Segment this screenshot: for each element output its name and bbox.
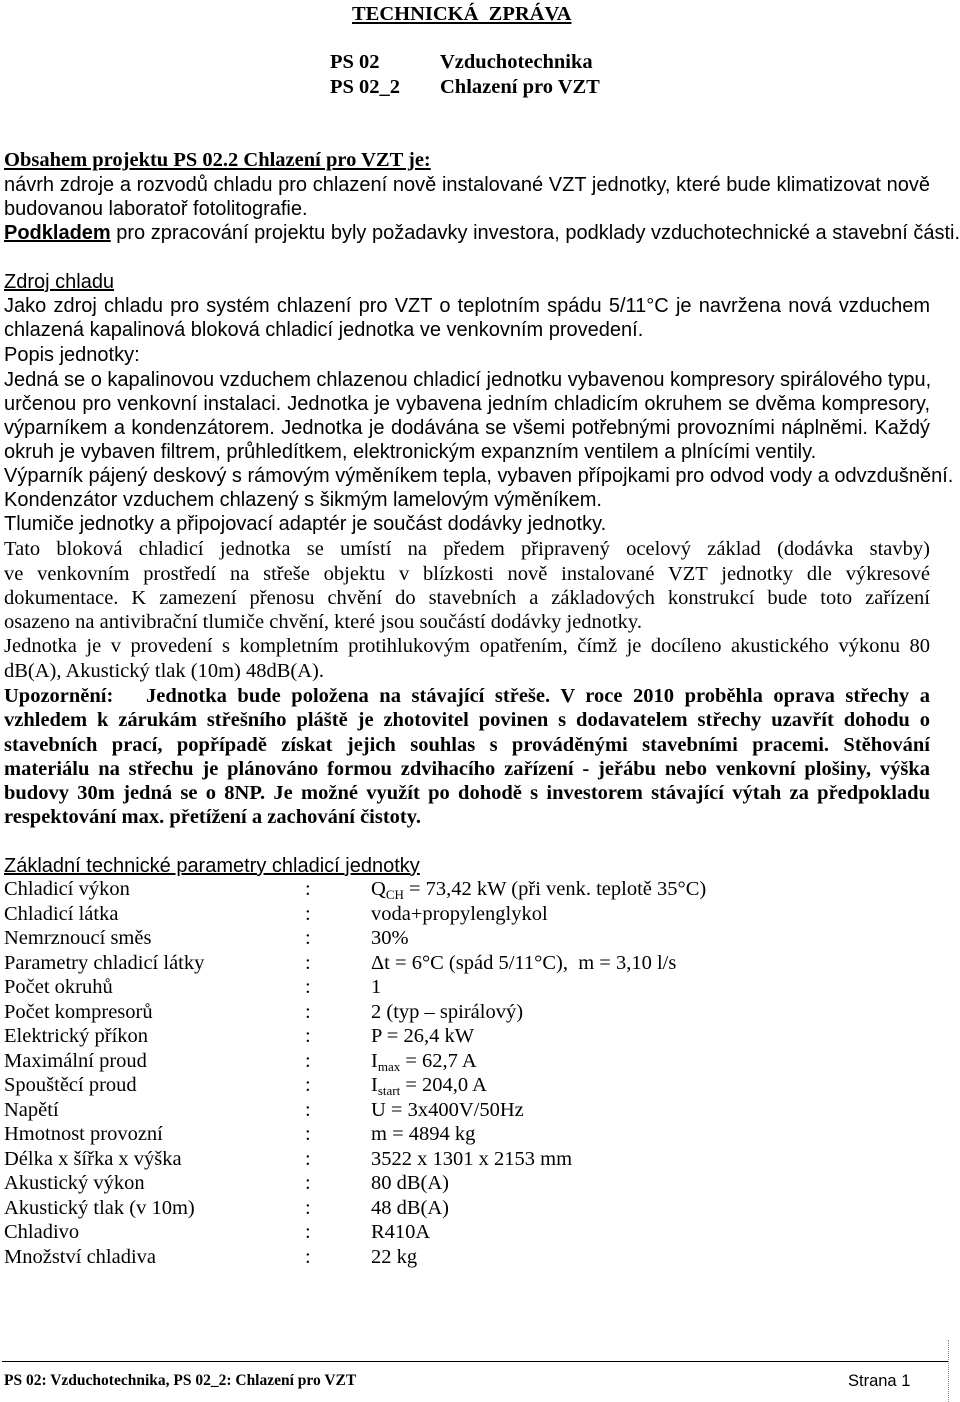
parameter-value: m = 4894 kg [371,1123,476,1145]
placement-line: dokumentace. K zamezení přenosu chvění do stavebních a základových konstrukcí bude toto zařízení [4,587,930,609]
parameter-label: Parametry chladicí látky [4,951,205,974]
parameter-subscript: start [377,1083,401,1098]
placement-line: Tato bloková chladicí jednotka se umístí na předem připravený ocelový základ (dodávka stavby) [4,538,930,560]
parameter-separator: : [305,1049,311,1072]
parameter-symbol: Q [371,878,386,900]
parameter-value: 30% [371,927,409,949]
footer-divider [2,1361,948,1362]
parameter-subscript: CH [385,887,404,902]
parameter-label: Akustický výkon [4,1172,145,1194]
source-line: výparníkem a kondenzátorem. Jednotka je dodávána se všemi potřebnými provozními náplněmi. Každý [4,417,930,439]
header-row [330,50,593,74]
parameter-value: 1 [371,976,382,998]
parameter-row [4,1049,904,1074]
parameters-heading: Základní technické parametry chladicí jednotky [4,855,420,877]
parameter-label: Akustický tlak (v 10m) [4,1196,195,1219]
source-line: určenou pro venkovní instalaci. Jednotka je vybavena jedním chladicím okruhem se dvěma kompresory, [4,393,930,415]
parameter-value: Δt = 6°C (spád 5/11°C), m = 3,10 l/s [371,951,677,974]
document-title: TECHNICKÁ ZPRÁVA [352,3,572,25]
basis-text: pro zpracování projektu byly požadavky investora, podklady vzduchotechnické a stavební části. [110,222,960,244]
parameter-label: Nemrznoucí směs [4,927,152,949]
parameter-subscript: max [377,1058,401,1074]
parameter-separator: : [305,1196,311,1219]
parameter-row [4,975,904,1000]
parameter-value-text: = 204,0 A [400,1074,487,1096]
parameter-label: Elektrický příkon [4,1025,149,1047]
placement-line: ve venkovním prostředí na střeše objektu v blízkosti nově instalované VZT jednotky dle výkresové [4,563,930,585]
header-code: PS 02 [330,51,380,73]
source-line: chlazená kapalinová bloková chladicí jednotka ve venkovním provedení. [4,319,644,341]
parameter-label: Počet okruhů [4,976,113,998]
parameter-row [4,877,904,902]
parameter-row [4,1024,904,1049]
parameter-row [4,1245,904,1270]
parameter-value [371,1050,477,1072]
parameter-label: Spouštěcí proud [4,1074,137,1096]
header-name: Chlazení pro VZT [440,76,600,98]
source-line: Tlumiče jednotky a připojovací adaptér je součást dodávky jednotky. [4,513,607,535]
parameter-separator: : [305,1147,311,1170]
parameter-value: 3522 x 1301 x 2153 mm [371,1147,573,1170]
header-name: Vzduchotechnika [440,51,593,73]
source-line: Kondenzátor vzduchem chlazený s šikmým lamelovým výměníkem. [4,489,602,511]
source-line: Jedná se o kapalinovou vzduchem chlazenou chladicí jednotku vybavenou kompresory spirálového typu, [4,369,932,391]
parameter-value: P = 26,4 kW [371,1025,475,1047]
parameter-value: 48 dB(A) [371,1196,450,1219]
parameter-label: Maximální proud [4,1049,147,1072]
notice-line: stavebních prací, popřípadě získat jejich souhlas s prováděnými stavebními pracemi. Stěhování [4,734,930,756]
parameter-row [4,1220,904,1245]
parameter-separator: : [305,1074,311,1096]
parameter-value: R410A [371,1221,431,1243]
parameter-separator: : [305,1025,311,1047]
parameter-separator: : [305,902,311,925]
parameter-separator: : [305,878,311,900]
source-line: okruh je vybaven filtrem, průhledítkem, elektronickým expanzním ventilem a plnícími ventily. [4,441,817,463]
parameter-row [4,1073,904,1098]
parameter-separator: : [305,976,311,998]
parameter-label: Množství chladiva [4,1245,157,1268]
parameter-row [4,1196,904,1221]
parameter-symbol: I [371,1074,378,1096]
parameter-label: Chladivo [4,1221,80,1243]
parameter-value [371,1074,487,1096]
parameter-row [4,1171,904,1196]
intro-heading: Obsahem projektu PS 02.2 Chlazení pro VZT je: [4,149,431,171]
notice-line: materiálu na střechu je plánováno formou zdvihacího zařízení - jeřábu nebo venkovní plošiny, výška [4,758,930,780]
parameters-table [4,877,904,1269]
header-row [330,75,600,99]
parameter-value-text: = 73,42 kW (při venk. teplotě 35°C) [403,878,707,900]
placement-line: osazeno na antivibrační tlumiče chvění, které jsou součástí dodávky jednotky. [4,611,642,633]
notice-text: Jednotka bude položena na stávající střeše. V roce 2010 proběhla oprava střechy a [146,685,930,707]
parameter-row [4,1122,904,1147]
parameter-row [4,1000,904,1025]
parameter-row [4,1098,904,1123]
parameter-separator: : [305,1123,311,1145]
parameter-symbol: I [371,1049,378,1072]
parameter-value: 2 (typ – spirálový) [371,1000,524,1023]
source-heading: Zdroj chladu [4,271,115,293]
parameter-value: voda+propylenglykol [371,902,548,925]
basis-label: Podkladem [4,222,111,244]
notice-line [4,684,930,708]
parameter-separator: : [305,1098,311,1121]
basis-line [4,221,960,245]
parameter-value-text: = 62,7 A [400,1049,477,1072]
parameter-label: Chladicí látka [4,902,119,925]
parameter-separator: : [305,1000,311,1023]
parameter-separator: : [305,1245,311,1268]
intro-line: budovanou laboratoř fotolitografie. [4,198,308,220]
parameter-row [4,951,904,976]
parameter-row [4,1147,904,1172]
parameter-value [371,878,706,900]
notice-label: Upozornění: [4,685,114,707]
parameter-label: Délka x šířka x výška [4,1147,182,1170]
footer-margin-marker [948,1340,949,1402]
parameter-separator: : [305,1221,311,1243]
source-line: Popis jednotky: [4,344,140,366]
parameter-label: Napětí [4,1098,59,1121]
parameter-separator: : [305,1172,311,1194]
intro-line: návrh zdroje a rozvodů chladu pro chlazení nově instalované VZT jednotky, které bude klimatizovat nově [4,174,930,196]
header-code: PS 02_2 [330,76,401,98]
footer-text: PS 02: Vzduchotechnika, PS 02_2: Chlazení pro VZT [4,1372,357,1389]
notice-line: budovy 30m jedná se o 8NP. Je možné využít po dohodě s investorem stávající výtah za předpokladu [4,782,930,804]
notice-line: respektování max. přetížení a zachování čistoty. [4,806,421,828]
parameter-row [4,926,904,951]
parameter-label: Chladicí výkon [4,878,130,900]
parameter-label: Počet kompresorů [4,1000,153,1023]
placement-line: dB(A), Akustický tlak (10m) 48dB(A). [4,660,324,682]
source-line: Jako zdroj chladu pro systém chlazení pro VZT o teplotním spádu 5/11°C je navržena nová vzduchem [4,295,930,317]
parameter-separator: : [305,951,311,974]
parameter-value: 80 dB(A) [371,1172,450,1194]
parameter-value: 22 kg [371,1245,418,1268]
parameter-value: U = 3x400V/50Hz [371,1098,524,1121]
source-line: Výparník pájený deskový s rámovým výměníkem tepla, vybaven přípojkami pro odvod vody a odvzdušnění. [4,465,954,487]
parameter-separator: : [305,927,311,949]
parameter-row [4,902,904,927]
parameter-label: Hmotnost provozní [4,1123,163,1145]
page-number: Strana 1 [848,1372,911,1390]
notice-line: vzhledem k zárukám střešního pláště je zhotovitel povinen s dodavatelem střechy uzavřít dohodu o [4,709,930,731]
placement-line: Jednotka je v provedení s kompletním protihlukovým opatřením, čímž je docíleno akustického výkonu 80 [4,635,930,657]
